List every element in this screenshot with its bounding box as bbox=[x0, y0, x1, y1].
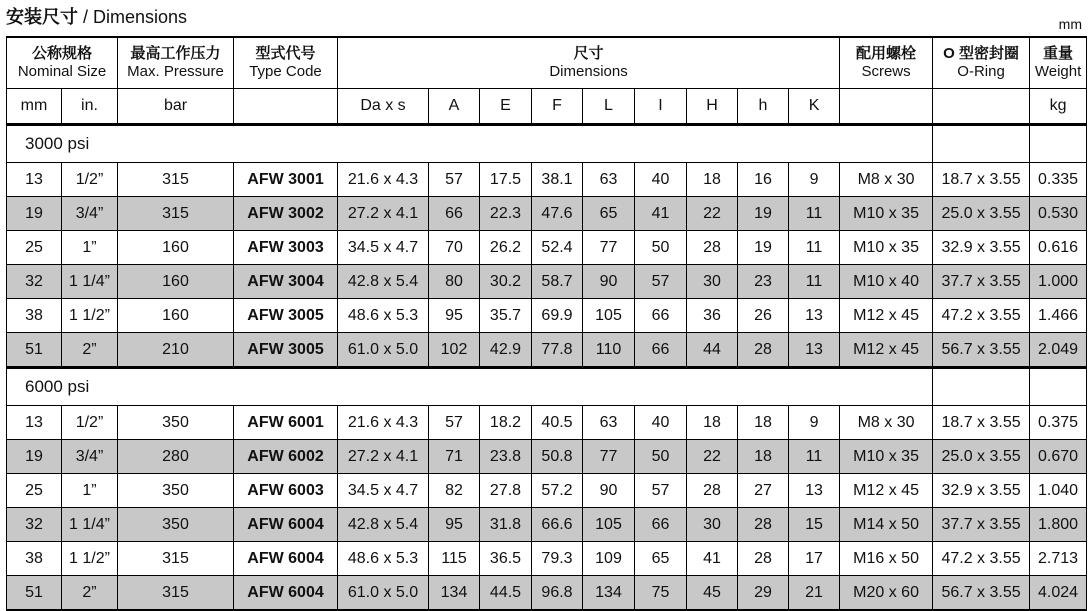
table-row bbox=[7, 197, 1087, 231]
title-cn: 安装尺寸 bbox=[6, 7, 78, 27]
table-cell: 57 bbox=[635, 265, 687, 299]
table-cell: 80 bbox=[429, 265, 480, 299]
table-cell: 57 bbox=[429, 406, 480, 440]
unit-cell: A bbox=[429, 89, 480, 125]
table-cell: 13 bbox=[7, 163, 62, 197]
table-cell: M8 x 30 bbox=[840, 406, 933, 440]
table-cell: 56.7 x 3.55 bbox=[933, 333, 1030, 368]
table-cell: M10 x 35 bbox=[840, 197, 933, 231]
table-cell: 23 bbox=[738, 265, 789, 299]
table-cell: 30.2 bbox=[480, 265, 532, 299]
section-row bbox=[7, 368, 1087, 406]
table-cell: 2” bbox=[62, 576, 118, 611]
table-cell: 1 1/4” bbox=[62, 508, 118, 542]
table-cell: 71 bbox=[429, 440, 480, 474]
table-cell: AFW 3005 bbox=[234, 299, 338, 333]
unit-cell: kg bbox=[1030, 89, 1087, 125]
table-cell: 75 bbox=[635, 576, 687, 611]
table-cell: 95 bbox=[429, 508, 480, 542]
header-nominal-size: 公称规格 Nominal Size bbox=[7, 37, 118, 89]
table-cell: 4.024 bbox=[1030, 576, 1087, 611]
table-cell: M12 x 45 bbox=[840, 333, 933, 368]
table-cell: 61.0 x 5.0 bbox=[338, 333, 429, 368]
table-cell: 315 bbox=[118, 576, 234, 611]
table-row bbox=[7, 299, 1087, 333]
table-cell: 102 bbox=[429, 333, 480, 368]
unit-cell: F bbox=[532, 89, 583, 125]
table-cell: 65 bbox=[583, 197, 635, 231]
table-cell: 2” bbox=[62, 333, 118, 368]
table-cell: 79.3 bbox=[532, 542, 583, 576]
table-cell: 66 bbox=[635, 299, 687, 333]
table-cell: 77 bbox=[583, 440, 635, 474]
table-cell: 315 bbox=[118, 163, 234, 197]
table-cell: 95 bbox=[429, 299, 480, 333]
table-cell: 2.713 bbox=[1030, 542, 1087, 576]
section-empty-cell bbox=[933, 125, 1030, 163]
unit-cell bbox=[234, 89, 338, 125]
unit-cell bbox=[933, 89, 1030, 125]
table-cell: 90 bbox=[583, 474, 635, 508]
table-cell: 77.8 bbox=[532, 333, 583, 368]
unit-label: mm bbox=[1058, 16, 1082, 32]
table-cell: 41 bbox=[635, 197, 687, 231]
table-cell: 48.6 x 5.3 bbox=[338, 542, 429, 576]
unit-cell: bar bbox=[118, 89, 234, 125]
table-cell: 134 bbox=[583, 576, 635, 611]
table-cell: 1/2” bbox=[62, 406, 118, 440]
table-cell: 1” bbox=[62, 474, 118, 508]
table-cell: AFW 3003 bbox=[234, 231, 338, 265]
table-cell: 22 bbox=[687, 197, 738, 231]
table-cell: 63 bbox=[583, 163, 635, 197]
table-cell: 315 bbox=[118, 542, 234, 576]
table-cell: 1 1/2” bbox=[62, 299, 118, 333]
unit-cell: E bbox=[480, 89, 532, 125]
table-cell: 109 bbox=[583, 542, 635, 576]
table-cell: 42.8 x 5.4 bbox=[338, 265, 429, 299]
table-cell: 63 bbox=[583, 406, 635, 440]
table-cell: 57 bbox=[429, 163, 480, 197]
table-cell: 40.5 bbox=[532, 406, 583, 440]
table-cell: 32 bbox=[7, 508, 62, 542]
unit-cell: Da x s bbox=[338, 89, 429, 125]
table-cell: 11 bbox=[789, 197, 840, 231]
table-cell: 36.5 bbox=[480, 542, 532, 576]
section-spacer bbox=[234, 125, 933, 163]
header-max-pressure: 最高工作压力 Max. Pressure bbox=[118, 37, 234, 89]
table-cell: 44.5 bbox=[480, 576, 532, 611]
section-label: 3000 psi bbox=[7, 125, 234, 163]
table-cell: AFW 6004 bbox=[234, 542, 338, 576]
table-cell: 160 bbox=[118, 265, 234, 299]
table-cell: 90 bbox=[583, 265, 635, 299]
header-row bbox=[7, 37, 1087, 89]
section-empty-cell bbox=[1030, 368, 1087, 406]
table-cell: 9 bbox=[789, 163, 840, 197]
table-cell: 65 bbox=[635, 542, 687, 576]
table-cell: 31.8 bbox=[480, 508, 532, 542]
table-cell: 38 bbox=[7, 299, 62, 333]
table-cell: 32.9 x 3.55 bbox=[933, 474, 1030, 508]
table-cell: 28 bbox=[738, 333, 789, 368]
unit-cell: H bbox=[687, 89, 738, 125]
table-cell: 27.8 bbox=[480, 474, 532, 508]
table-cell: 3/4” bbox=[62, 440, 118, 474]
table-cell: 27 bbox=[738, 474, 789, 508]
table-cell: 1.000 bbox=[1030, 265, 1087, 299]
table-cell: 50.8 bbox=[532, 440, 583, 474]
table-cell: 19 bbox=[7, 197, 62, 231]
table-cell: 69.9 bbox=[532, 299, 583, 333]
header-type-code: 型式代号 Type Code bbox=[234, 37, 338, 89]
table-cell: M10 x 35 bbox=[840, 231, 933, 265]
table-cell: 134 bbox=[429, 576, 480, 611]
table-cell: 27.2 x 4.1 bbox=[338, 197, 429, 231]
table-cell: 66 bbox=[635, 333, 687, 368]
table-cell: AFW 6003 bbox=[234, 474, 338, 508]
table-cell: 30 bbox=[687, 265, 738, 299]
table-cell: 42.8 x 5.4 bbox=[338, 508, 429, 542]
table-cell: AFW 6001 bbox=[234, 406, 338, 440]
table-cell: 21 bbox=[789, 576, 840, 611]
table-cell: 30 bbox=[687, 508, 738, 542]
table-cell: 66.6 bbox=[532, 508, 583, 542]
table-cell: 28 bbox=[738, 508, 789, 542]
table-cell: 9 bbox=[789, 406, 840, 440]
table-cell: 25 bbox=[7, 231, 62, 265]
unit-cell: mm bbox=[7, 89, 62, 125]
table-cell: 160 bbox=[118, 299, 234, 333]
table-cell: 0.670 bbox=[1030, 440, 1087, 474]
table-cell: 11 bbox=[789, 265, 840, 299]
table-cell: 57.2 bbox=[532, 474, 583, 508]
section-row bbox=[7, 125, 1087, 163]
table-cell: 45 bbox=[687, 576, 738, 611]
table-cell: M10 x 40 bbox=[840, 265, 933, 299]
table-cell: 47.2 x 3.55 bbox=[933, 542, 1030, 576]
table-cell: 50 bbox=[635, 231, 687, 265]
section-empty-cell bbox=[1030, 125, 1087, 163]
table-cell: 350 bbox=[118, 474, 234, 508]
table-cell: 34.5 x 4.7 bbox=[338, 474, 429, 508]
table-cell: AFW 3001 bbox=[234, 163, 338, 197]
table-cell: 18 bbox=[687, 406, 738, 440]
table-cell: 21.6 x 4.3 bbox=[338, 163, 429, 197]
unit-cell: in. bbox=[62, 89, 118, 125]
table-cell: 18.7 x 3.55 bbox=[933, 163, 1030, 197]
table-cell: 115 bbox=[429, 542, 480, 576]
unit-cell bbox=[840, 89, 933, 125]
table-cell: AFW 3002 bbox=[234, 197, 338, 231]
table-cell: 57 bbox=[635, 474, 687, 508]
table-cell: 13 bbox=[789, 474, 840, 508]
table-cell: 25.0 x 3.55 bbox=[933, 197, 1030, 231]
table-cell: 22.3 bbox=[480, 197, 532, 231]
table-row bbox=[7, 440, 1087, 474]
table-cell: 70 bbox=[429, 231, 480, 265]
table-cell: 37.7 x 3.55 bbox=[933, 265, 1030, 299]
table-cell: 1 1/4” bbox=[62, 265, 118, 299]
table-cell: 29 bbox=[738, 576, 789, 611]
table-cell: 66 bbox=[635, 508, 687, 542]
header-weight: 重量 Weight bbox=[1030, 37, 1087, 89]
table-cell: 26.2 bbox=[480, 231, 532, 265]
table-cell: 0.530 bbox=[1030, 197, 1087, 231]
table-cell: 350 bbox=[118, 406, 234, 440]
table-cell: 3/4” bbox=[62, 197, 118, 231]
table-row bbox=[7, 508, 1087, 542]
table-cell: 51 bbox=[7, 576, 62, 611]
table-cell: 105 bbox=[583, 508, 635, 542]
table-cell: 18 bbox=[738, 406, 789, 440]
dimensions-table bbox=[6, 36, 1087, 611]
table-cell: 28 bbox=[687, 231, 738, 265]
table-cell: 1.466 bbox=[1030, 299, 1087, 333]
table-cell: 36 bbox=[687, 299, 738, 333]
table-cell: 315 bbox=[118, 197, 234, 231]
table-cell: 52.4 bbox=[532, 231, 583, 265]
section-label: 6000 psi bbox=[7, 368, 234, 406]
table-cell: 28 bbox=[687, 474, 738, 508]
table-cell: 18.7 x 3.55 bbox=[933, 406, 1030, 440]
table-cell: 37.7 x 3.55 bbox=[933, 508, 1030, 542]
table-cell: 82 bbox=[429, 474, 480, 508]
table-cell: 96.8 bbox=[532, 576, 583, 611]
section-empty-cell bbox=[933, 368, 1030, 406]
table-cell: 0.375 bbox=[1030, 406, 1087, 440]
table-cell: 61.0 x 5.0 bbox=[338, 576, 429, 611]
table-cell: 17.5 bbox=[480, 163, 532, 197]
table-cell: AFW 3004 bbox=[234, 265, 338, 299]
table-cell: 48.6 x 5.3 bbox=[338, 299, 429, 333]
table-cell: 38.1 bbox=[532, 163, 583, 197]
table-cell: 210 bbox=[118, 333, 234, 368]
table-cell: 56.7 x 3.55 bbox=[933, 576, 1030, 611]
table-cell: AFW 3005 bbox=[234, 333, 338, 368]
table-cell: 19 bbox=[738, 197, 789, 231]
table-cell: 11 bbox=[789, 440, 840, 474]
table-cell: 13 bbox=[789, 299, 840, 333]
table-cell: 1.040 bbox=[1030, 474, 1087, 508]
table-cell: 35.7 bbox=[480, 299, 532, 333]
table-cell: 40 bbox=[635, 406, 687, 440]
table-cell: 42.9 bbox=[480, 333, 532, 368]
table-cell: 1 1/2” bbox=[62, 542, 118, 576]
table-cell: 19 bbox=[738, 231, 789, 265]
unit-cell: h bbox=[738, 89, 789, 125]
table-row bbox=[7, 542, 1087, 576]
table-cell: 105 bbox=[583, 299, 635, 333]
table-cell: 22 bbox=[687, 440, 738, 474]
table-cell: 32 bbox=[7, 265, 62, 299]
table-cell: 27.2 x 4.1 bbox=[338, 440, 429, 474]
table-row bbox=[7, 406, 1087, 440]
table-cell: 13 bbox=[789, 333, 840, 368]
table-cell: 41 bbox=[687, 542, 738, 576]
table-cell: M8 x 30 bbox=[840, 163, 933, 197]
table-cell: 0.616 bbox=[1030, 231, 1087, 265]
table-cell: AFW 6004 bbox=[234, 508, 338, 542]
header-dimensions: 尺寸 Dimensions bbox=[338, 37, 840, 89]
table-cell: 160 bbox=[118, 231, 234, 265]
table-cell: M20 x 60 bbox=[840, 576, 933, 611]
table-row bbox=[7, 474, 1087, 508]
table-cell: 16 bbox=[738, 163, 789, 197]
unit-cell: K bbox=[789, 89, 840, 125]
table-cell: 47.6 bbox=[532, 197, 583, 231]
table-cell: 66 bbox=[429, 197, 480, 231]
table-cell: M16 x 50 bbox=[840, 542, 933, 576]
table-cell: 280 bbox=[118, 440, 234, 474]
table-cell: 17 bbox=[789, 542, 840, 576]
table-cell: 18 bbox=[738, 440, 789, 474]
table-cell: 18.2 bbox=[480, 406, 532, 440]
units-row bbox=[7, 89, 1087, 125]
table-cell: 58.7 bbox=[532, 265, 583, 299]
table-cell: AFW 6002 bbox=[234, 440, 338, 474]
table-cell: 0.335 bbox=[1030, 163, 1087, 197]
table-cell: 21.6 x 4.3 bbox=[338, 406, 429, 440]
table-body bbox=[7, 125, 1087, 611]
unit-cell: I bbox=[635, 89, 687, 125]
table-cell: 34.5 x 4.7 bbox=[338, 231, 429, 265]
table-cell: 1.800 bbox=[1030, 508, 1087, 542]
table-cell: AFW 6004 bbox=[234, 576, 338, 611]
table-cell: 18 bbox=[687, 163, 738, 197]
table-cell: M14 x 50 bbox=[840, 508, 933, 542]
header-screws: 配用螺栓 Screws bbox=[840, 37, 933, 89]
table-cell: 110 bbox=[583, 333, 635, 368]
table-cell: 1/2” bbox=[62, 163, 118, 197]
table-cell: 47.2 x 3.55 bbox=[933, 299, 1030, 333]
table-cell: 26 bbox=[738, 299, 789, 333]
table-cell: 77 bbox=[583, 231, 635, 265]
table-cell: 2.049 bbox=[1030, 333, 1087, 368]
table-cell: 44 bbox=[687, 333, 738, 368]
table-row bbox=[7, 333, 1087, 368]
table-cell: 32.9 x 3.55 bbox=[933, 231, 1030, 265]
table-cell: 25.0 x 3.55 bbox=[933, 440, 1030, 474]
table-cell: 28 bbox=[738, 542, 789, 576]
table-cell: 51 bbox=[7, 333, 62, 368]
table-cell: 50 bbox=[635, 440, 687, 474]
table-cell: M10 x 35 bbox=[840, 440, 933, 474]
table-cell: 15 bbox=[789, 508, 840, 542]
table-cell: M12 x 45 bbox=[840, 474, 933, 508]
table-cell: 350 bbox=[118, 508, 234, 542]
table-row bbox=[7, 265, 1087, 299]
table-cell: 1” bbox=[62, 231, 118, 265]
header-o-ring: O 型密封圈 O-Ring bbox=[933, 37, 1030, 89]
table-cell: M12 x 45 bbox=[840, 299, 933, 333]
unit-cell: L bbox=[583, 89, 635, 125]
table-row bbox=[7, 576, 1087, 611]
table-cell: 25 bbox=[7, 474, 62, 508]
table-cell: 11 bbox=[789, 231, 840, 265]
title-en: / Dimensions bbox=[83, 7, 188, 27]
table-cell: 13 bbox=[7, 406, 62, 440]
table-cell: 23.8 bbox=[480, 440, 532, 474]
table-row bbox=[7, 231, 1087, 265]
table-cell: 40 bbox=[635, 163, 687, 197]
table-row bbox=[7, 163, 1087, 197]
table-cell: 38 bbox=[7, 542, 62, 576]
table-cell: 19 bbox=[7, 440, 62, 474]
section-spacer bbox=[234, 368, 933, 406]
page-title bbox=[6, 3, 187, 29]
